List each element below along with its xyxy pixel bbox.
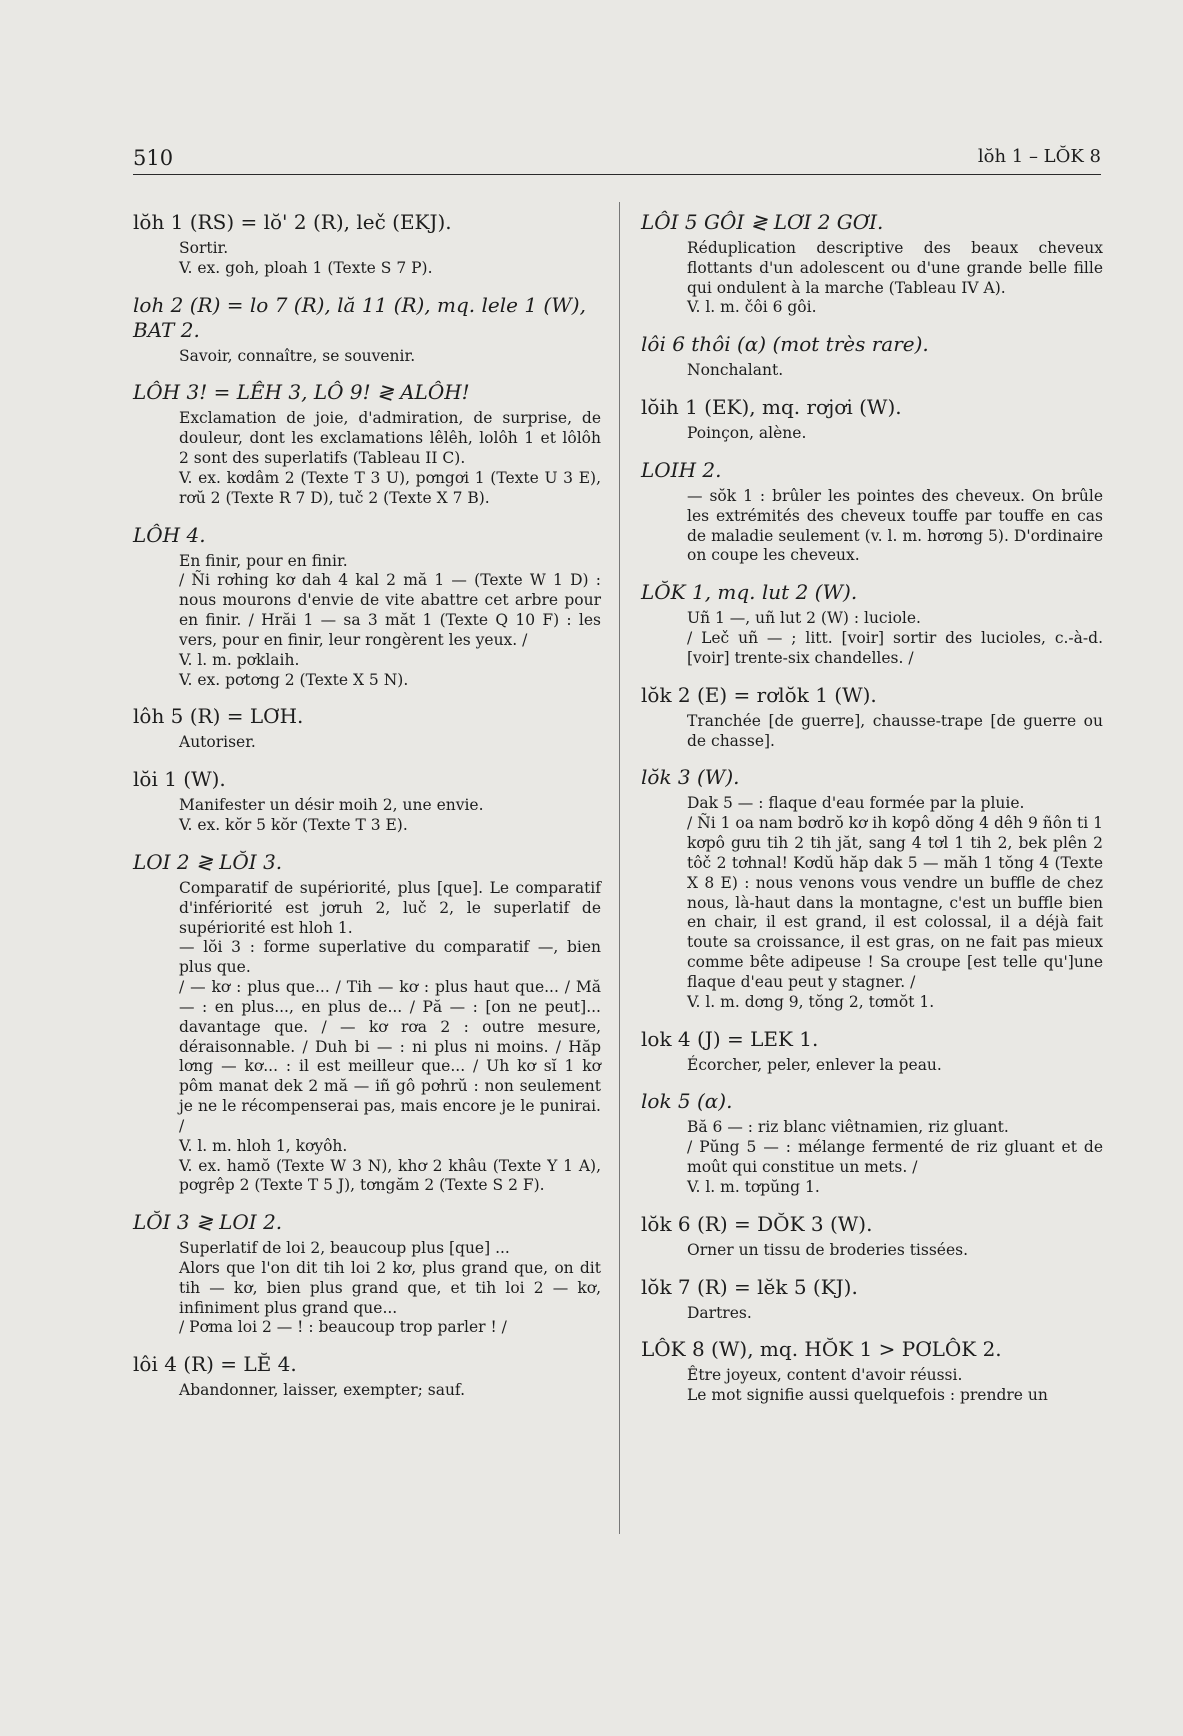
entry-headword: LŎK 1, mq. lut 2 (W). bbox=[641, 580, 858, 605]
dictionary-entry bbox=[641, 765, 1103, 1012]
entry-headword: lôi 4 (R) = LĔ 4. bbox=[133, 1352, 297, 1377]
entry-line: V. l. m. tơpŭng 1. bbox=[687, 1177, 820, 1196]
entry-headword: LOIH 2. bbox=[641, 457, 722, 482]
entry-body bbox=[133, 552, 601, 691]
entry-headword: LŎI 3 ≷ LOI 2. bbox=[133, 1210, 283, 1235]
entry-body bbox=[133, 1239, 601, 1338]
page-number: 510 bbox=[133, 146, 174, 170]
entry-line: / — kơ : plus que... / Tih — kơ : plus haut que... / Mă — : en plus..., en plus de... / Pă — : [on ne peut]... davantage que. / — kơ rơa 2 : outre mesure, déraisonnable. / Duh bi — : ni plus ni moins. / Hăp lơng — kơ... : il est meilleur que... / Uh kơ sĭ 1 kơ pôm manat dek 2 mă — iñ gô pơhrŭ : non seulement je ne le récompenserai pas, mais encore je le punirai. / bbox=[179, 978, 601, 1135]
entry-body bbox=[641, 424, 1103, 444]
entry-body bbox=[133, 239, 601, 279]
dictionary-entry bbox=[641, 395, 1103, 444]
entry-line: En finir, pour en finir. bbox=[179, 551, 348, 570]
entry-line: Le mot signifie aussi quelquefois : prendre un bbox=[687, 1386, 1048, 1405]
entry-line: Dartres. bbox=[687, 1303, 752, 1322]
entry-line: Alors que l'on dit tih loi 2 kơ, plus grand que, on dit tih — kơ, bien plus grand que, et tih loi 2 — kơ, infiniment plus grand que... bbox=[179, 1258, 601, 1317]
dictionary-entry bbox=[133, 850, 601, 1196]
entry-body bbox=[133, 409, 601, 508]
dictionary-entry bbox=[133, 210, 601, 279]
entry-headword: lŏk 2 (E) = rơlŏk 1 (W). bbox=[641, 682, 877, 707]
entry-line: V. l. m. pơklaih. bbox=[179, 650, 300, 669]
entry-line: — lŏi 3 : forme superlative du comparatif —, bien plus que. bbox=[179, 938, 601, 977]
entry-body bbox=[133, 879, 601, 1196]
entry-headword: lŏh 1 (RS) = lŏ' 2 (R), leč (EKJ). bbox=[133, 210, 452, 234]
entry-line: V. l. m. hloh 1, kơyôh. bbox=[179, 1136, 348, 1155]
entry-body bbox=[641, 1366, 1103, 1406]
entry-headword: LÔH 3! = LÊH 3, LÔ 9! ≷ ALÔH! bbox=[133, 380, 470, 405]
entry-body bbox=[641, 361, 1103, 381]
dictionary-entry bbox=[133, 380, 601, 508]
dictionary-entry bbox=[641, 1337, 1103, 1406]
entry-body bbox=[641, 1118, 1103, 1197]
entry-line: Nonchalant. bbox=[687, 361, 784, 380]
entry-body bbox=[133, 1381, 601, 1401]
entry-line: V. ex. hamŏ (Texte W 3 N), khơ 2 khâu (Texte Y 1 A), pơgrêp 2 (Texte T 5 J), tơngăm 2 (Texte S 2 F). bbox=[179, 1156, 601, 1195]
entry-line: V. ex. goh, ploah 1 (Texte S 7 P). bbox=[179, 258, 433, 277]
entry-line: / Leč uñ — ; litt. [voir] sortir des lucioles, c.-à-d. [voir] trente-six chandelles. / bbox=[687, 629, 1103, 667]
entry-headword: lŏk 6 (R) = DŎK 3 (W). bbox=[641, 1211, 873, 1236]
entry-headword: lŏk 3 (W). bbox=[641, 765, 740, 790]
entry-headword: lôi 6 thôi (α) (mot très rare). bbox=[641, 332, 929, 357]
entry-line: V. l. m. dơng 9, tŏng 2, tơmŏt 1. bbox=[687, 992, 935, 1011]
entry-line: Être joyeux, content d'avoir réussi. bbox=[687, 1366, 963, 1385]
entry-body bbox=[641, 1304, 1103, 1324]
column-divider bbox=[619, 202, 620, 1534]
dictionary-entry bbox=[641, 1089, 1103, 1197]
dictionary-entry bbox=[133, 704, 601, 753]
entry-line: Manifester un désir moih 2, une envie. bbox=[179, 796, 484, 815]
dictionary-entry bbox=[641, 683, 1103, 752]
entry-body bbox=[641, 1056, 1103, 1076]
entry-body bbox=[641, 239, 1103, 318]
entry-line: Sortir. bbox=[179, 239, 229, 257]
entry-line: / Pơma loi 2 — ! : beaucoup trop parler ! / bbox=[179, 1318, 507, 1337]
dictionary-entry bbox=[133, 293, 601, 367]
entry-body bbox=[133, 796, 601, 836]
dictionary-entry bbox=[133, 523, 601, 691]
dictionary-entry bbox=[641, 1027, 1103, 1076]
entry-headword: lŏi 1 (W). bbox=[133, 767, 226, 792]
entry-line: Orner un tissu de broderies tissées. bbox=[687, 1240, 969, 1259]
dictionary-entry bbox=[133, 1352, 601, 1401]
entry-line: Uñ 1 —, uñ lut 2 (W) : luciole. bbox=[687, 609, 921, 628]
entry-headword: LÔH 4. bbox=[133, 522, 206, 547]
dictionary-entry bbox=[133, 1210, 601, 1338]
entry-headword: LÔK 8 (W), mq. HŎK 1 > PƠLÔK 2. bbox=[641, 1337, 1002, 1362]
entry-line: Réduplication descriptive des beaux cheveux flottants d'un adolescent ou d'une grande belle fille qui ondulent à la marche (Tableau IV A). bbox=[687, 239, 1103, 297]
dictionary-entry bbox=[641, 580, 1103, 668]
running-header bbox=[133, 146, 1101, 175]
entry-headword: LOI 2 ≷ LŎI 3. bbox=[133, 849, 283, 874]
entry-line: Tranchée [de guerre], chausse-trape [de guerre ou de chasse]. bbox=[687, 711, 1103, 750]
entry-body bbox=[641, 794, 1103, 1012]
entry-line: V. ex. pơtơng 2 (Texte X 5 N). bbox=[179, 670, 409, 689]
entry-body bbox=[641, 609, 1103, 668]
entry-headword: LÔI 5 GÔI ≷ LƠI 2 GƠI. bbox=[641, 210, 884, 234]
entry-line: V. ex. kơdâm 2 (Texte T 3 U), pơngơi 1 (Texte U 3 E), rơŭ 2 (Texte R 7 D), tuč 2 (Texte X 7 B). bbox=[179, 468, 601, 507]
entry-body bbox=[641, 712, 1103, 752]
entry-body bbox=[133, 733, 601, 753]
entry-line: / Pŭng 5 — : mélange fermenté de riz gluant et de moût qui constitue un mets. / bbox=[687, 1138, 1103, 1177]
dictionary-entry bbox=[641, 332, 1103, 381]
entry-line: — sŏk 1 : brûler les pointes des cheveux. On brûle les extrémités des cheveux touffe par touffe en cas de maladie seulement (v. l. m. hơrơng 5). D'ordinaire on coupe les cheveux. bbox=[687, 486, 1103, 565]
entry-line: Autoriser. bbox=[179, 733, 256, 752]
entry-line: V. ex. kŏr 5 kŏr (Texte T 3 E). bbox=[179, 816, 408, 835]
entry-headword: loh 2 (R) = lo 7 (R), lă 11 (R), mq. lele 1 (W), BAT 2. bbox=[133, 292, 586, 342]
entry-body bbox=[641, 487, 1103, 566]
entry-line: V. l. m. čôi 6 gôi. bbox=[687, 298, 817, 317]
dictionary-entry bbox=[641, 458, 1103, 566]
entry-line: Exclamation de joie, d'admiration, de surprise, de douleur, dont les exclamations lêlêh, lolôh 1 et lôlôh 2 sont des superlatifs (Tableau II C). bbox=[179, 409, 601, 468]
entry-line: Superlatif de loi 2, beaucoup plus [que] ... bbox=[179, 1239, 510, 1258]
entry-line: Dak 5 — : flaque d'eau formée par la pluie. bbox=[687, 794, 1025, 813]
running-title: lŏh 1 – LŎK 8 bbox=[977, 146, 1101, 167]
entry-line: Poinçon, alène. bbox=[687, 424, 807, 443]
dictionary-entry bbox=[641, 1275, 1103, 1324]
entry-line: Comparatif de supériorité, plus [que]. Le comparatif d'infériorité est jơruh 2, luč 2, le superlatif de supériorité est hloh 1. bbox=[179, 878, 601, 937]
entry-line: / Ñi rơhing kơ dah 4 kal 2 mă 1 — (Texte W 1 D) : nous mourons d'envie de vite abattre cet arbre pour en finir. / Hrăi 1 — sa 3 măt 1 (Texte Q 10 F) : les vers, pour en finir, leur rongèrent les yeux. / bbox=[179, 571, 601, 649]
entry-body bbox=[641, 1241, 1103, 1261]
entry-headword: lok 5 (α). bbox=[641, 1089, 733, 1114]
entry-headword: lŏk 7 (R) = lĕk 5 (KJ). bbox=[641, 1274, 858, 1299]
dictionary-entry bbox=[641, 210, 1103, 318]
entry-line: Savoir, connaître, se souvenir. bbox=[179, 346, 416, 365]
entry-headword: lŏih 1 (EK), mq. rơjơi (W). bbox=[641, 395, 902, 420]
entry-body bbox=[133, 347, 601, 367]
entry-headword: lok 4 (J) = LEK 1. bbox=[641, 1026, 819, 1051]
entry-line: Écorcher, peler, enlever la peau. bbox=[687, 1055, 942, 1074]
entry-line: Bă 6 — : riz blanc viêtnamien, riz gluant. bbox=[687, 1118, 1009, 1137]
entry-line: / Ñi 1 oa nam bơdrŏ kơ ih kơpô dŏng 4 dêh 9 ñôn ti 1 kơpô gưu tih 2 tih jăt, sang 4 tơl 1 tih 2, bek plên 2 tôč 2 tơhnal! Kơdŭ hăp dak 5 — măh 1 tŏng 4 (Texte X 8 E) : nous venons vous vendre un buffle de chez nous, là-haut dans la montagne, c'est un buffle bien en chair, il est grand, il est colossal, il a déjà fait toute sa croissance, il est gras, on ne fait pas mieux comme bête adipeuse ! Sa croupe [est telle qu']une flaque d'eau peut y stagner. / bbox=[687, 814, 1103, 991]
dictionary-entry bbox=[133, 767, 601, 836]
dictionary-entry bbox=[641, 1212, 1103, 1261]
right-column bbox=[641, 210, 1103, 1420]
entry-line: Abandonner, laisser, exempter; sauf. bbox=[179, 1381, 466, 1400]
left-column bbox=[133, 210, 601, 1415]
entry-headword: lôh 5 (R) = LƠH. bbox=[133, 704, 304, 729]
